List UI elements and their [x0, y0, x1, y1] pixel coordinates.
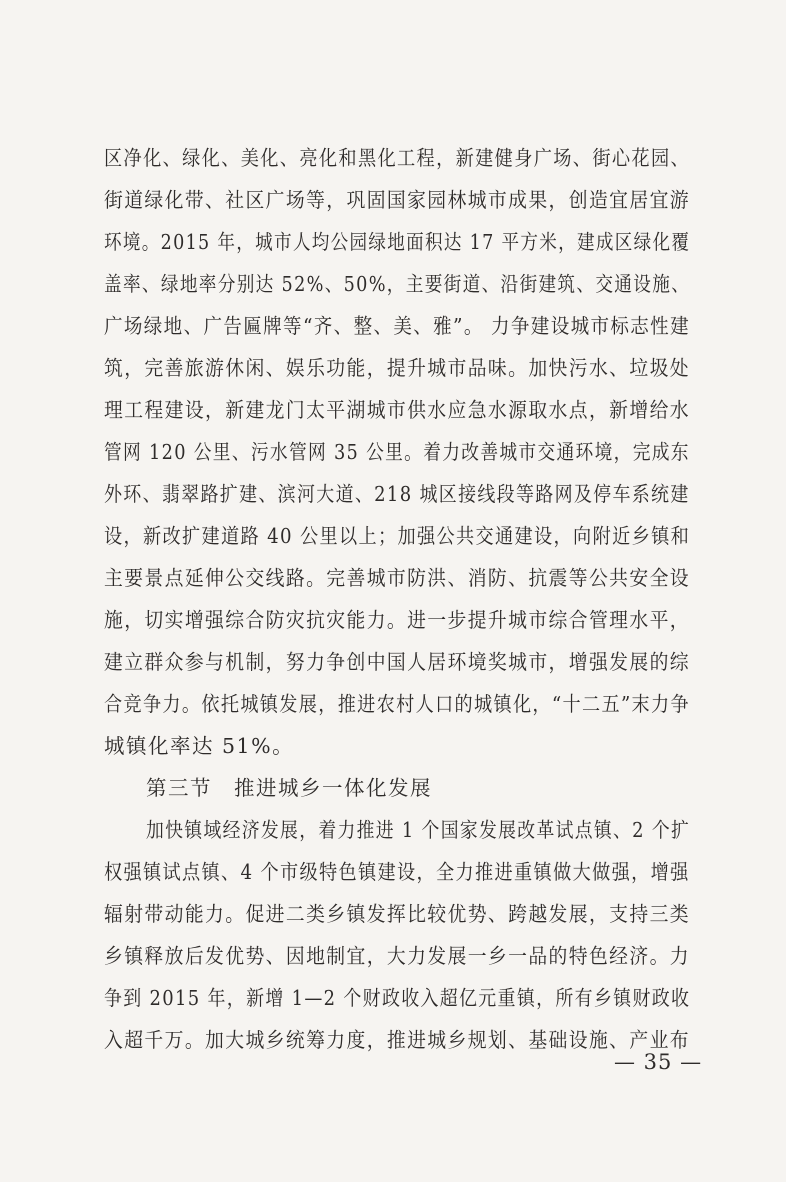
text-line: 权强镇试点镇、4 个市级特色镇建设，全力推进重镇做大做强，增强 — [104, 860, 690, 884]
page-number: — 35 — — [614, 1050, 703, 1074]
text-line: 管网 120 公里、污水管网 35 公里。着力改善城市交通环境，完成东 — [104, 440, 690, 464]
text-line: 盖率、绿地率分别达 52%、50%，主要街道、沿街建筑、交通设施、 — [104, 272, 691, 296]
text-line: 广场绿地、广告匾牌等“齐、整、美、雅”。 力争建设城市标志性建 — [104, 314, 690, 338]
text-line: 环境。2015 年，城市人均公园绿地面积达 17 平方米，建成区绿化覆 — [104, 230, 691, 254]
text-line: 区净化、绿化、美化、亮化和黑化工程，新建健身广场、街心花园、 — [104, 146, 691, 170]
text-line: 争到 2015 年，新增 1—2 个财政收入超亿元重镇，所有乡镇财政收 — [104, 986, 691, 1010]
text-line: 加快镇域经济发展，着力推进 1 个国家发展改革试点镇、2 个扩 — [146, 818, 691, 842]
text-line: 主要景点延伸公交线路。完善城市防洪、消防、抗震等公共安全设 — [104, 566, 691, 590]
text-line: 辐射带动能力。促进二类乡镇发挥比较优势、跨越发展，支持三类 — [104, 902, 691, 926]
text-line: 合竞争力。依托城镇发展，推进农村人口的城镇化，“十二五”末力争 — [104, 692, 690, 716]
text-line: 设，新改扩建道路 40 公里以上；加强公共交通建设，向附近乡镇和 — [104, 524, 691, 548]
text-line: 街道绿化带、社区广场等，巩固国家园林城市成果，创造宜居宜游 — [104, 188, 691, 212]
text-line: 城镇化率达 51%。 — [104, 734, 295, 758]
text-line: 入超千万。加大城乡统筹力度，推进城乡规划、基础设施、产业布 — [104, 1028, 691, 1052]
text-line: 筑，完善旅游休闲、娱乐功能，提升城市品味。加快污水、垃圾处 — [104, 356, 691, 380]
text-line: 建立群众参与机制，努力争创中国人居环境奖城市，增强发展的综 — [104, 650, 691, 674]
section-heading: 第三节 推进城乡一体化发展 — [146, 776, 432, 800]
text-line: 理工程建设，新建龙门太平湖城市供水应急水源取水点，新增给水 — [104, 398, 691, 422]
text-line: 外环、翡翠路扩建、滨河大道、218 城区接线段等路网及停车系统建 — [104, 482, 690, 506]
text-line: 施，切实增强综合防灾抗灾能力。进一步提升城市综合管理水平， — [104, 608, 691, 632]
text-line: 乡镇释放后发优势、因地制宜，大力发展一乡一品的特色经济。力 — [104, 944, 691, 968]
